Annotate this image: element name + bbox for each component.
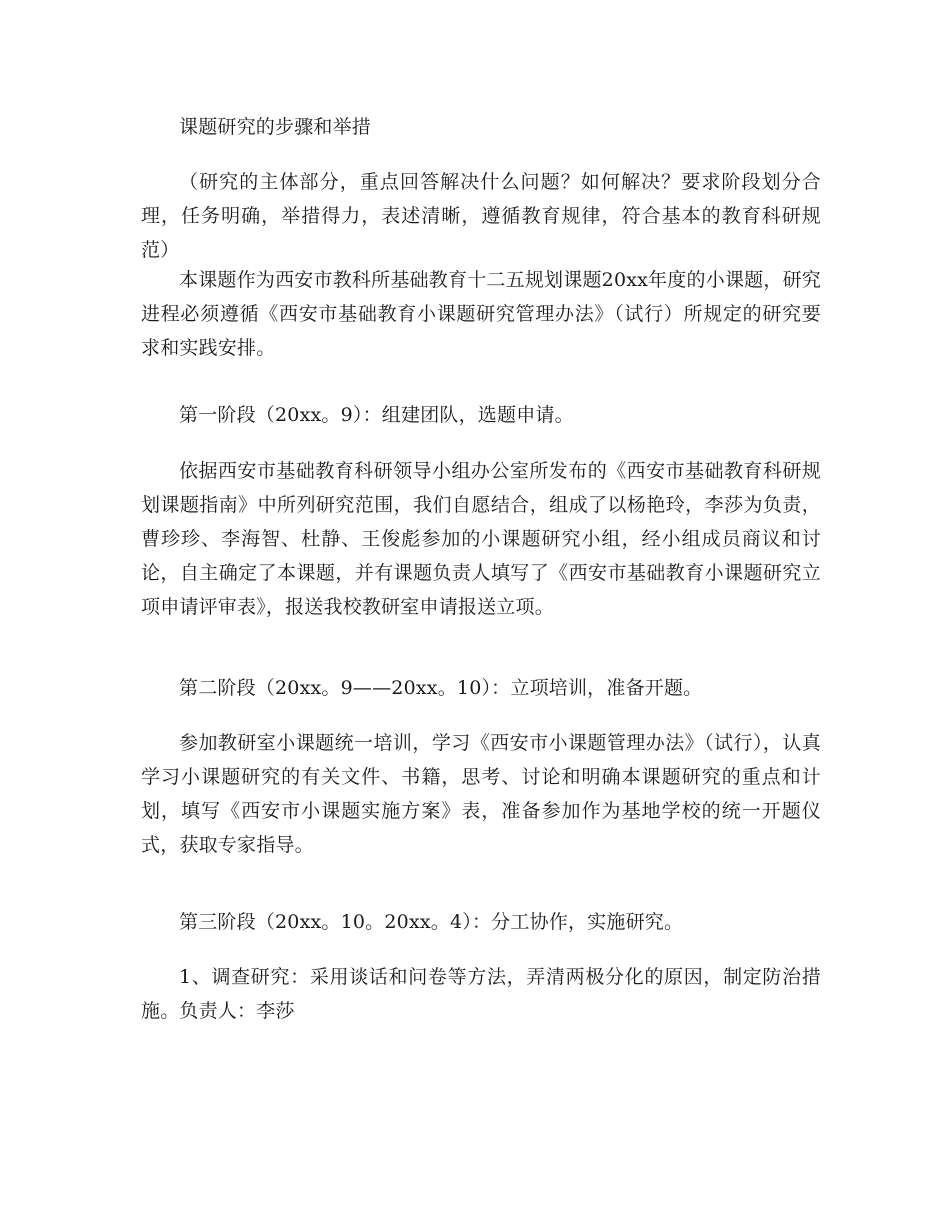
stage-two-title: 第二阶段（20xx。9——20xx。10）：立项培训，准备开题。 <box>179 677 703 699</box>
stage-one-body: 依据西安市基础教育科研领导小组办公室所发布的《西安市基础教育科研规划课题指南》中所列研究范围，我们自愿结合，组成了以杨艳玲，李莎为负责，曹珍珍、李海智、杜静、王俊彪参加的小课题研究小组，经小组成员商议和讨论，自主确定了本课题，并有课题负责人填写了《西安市基础教育小课题研究立项申请评审表》，报送我校教研室申请报送立项。 <box>141 460 821 618</box>
paragraph-intro: 本课题作为西安市教科所基础教育十二五规划课题20xx年度的小课题，研究进程必须遵循《西安市基础教育小课题研究管理办法》（试行）所规定的研究要求和实践安排。 <box>141 269 821 359</box>
stage-two-body: 参加教研室小课题统一培训，学习《西安市小课题管理办法》（试行），认真学习小课题研究的有关文件、书籍，思考、讨论和明确本课题研究的重点和计划，填写《西安市小课题实施方案》表，准备参加作为基地学校的统一开题仪式，获取专家指导。 <box>141 732 821 856</box>
paragraph-instructions: （研究的主体部分，重点回答解决什么问题？如何解决？要求阶段划分合理，任务明确，举措得力，表述清晰，遵循教育规律，符合基本的教育科研规范） <box>141 171 821 261</box>
stage-three-item-1: 1、调查研究：采用谈话和问卷等方法，弄清两极分化的原因，制定防治措施。负责人：李莎 <box>141 966 821 1022</box>
section-heading: 课题研究的步骤和举措 <box>179 116 372 138</box>
stage-one-title: 第一阶段（20xx。9）：组建团队，选题申请。 <box>179 404 574 426</box>
stage-three-title: 第三阶段（20xx。10。20xx。4）：分工协作，实施研究。 <box>179 911 684 933</box>
